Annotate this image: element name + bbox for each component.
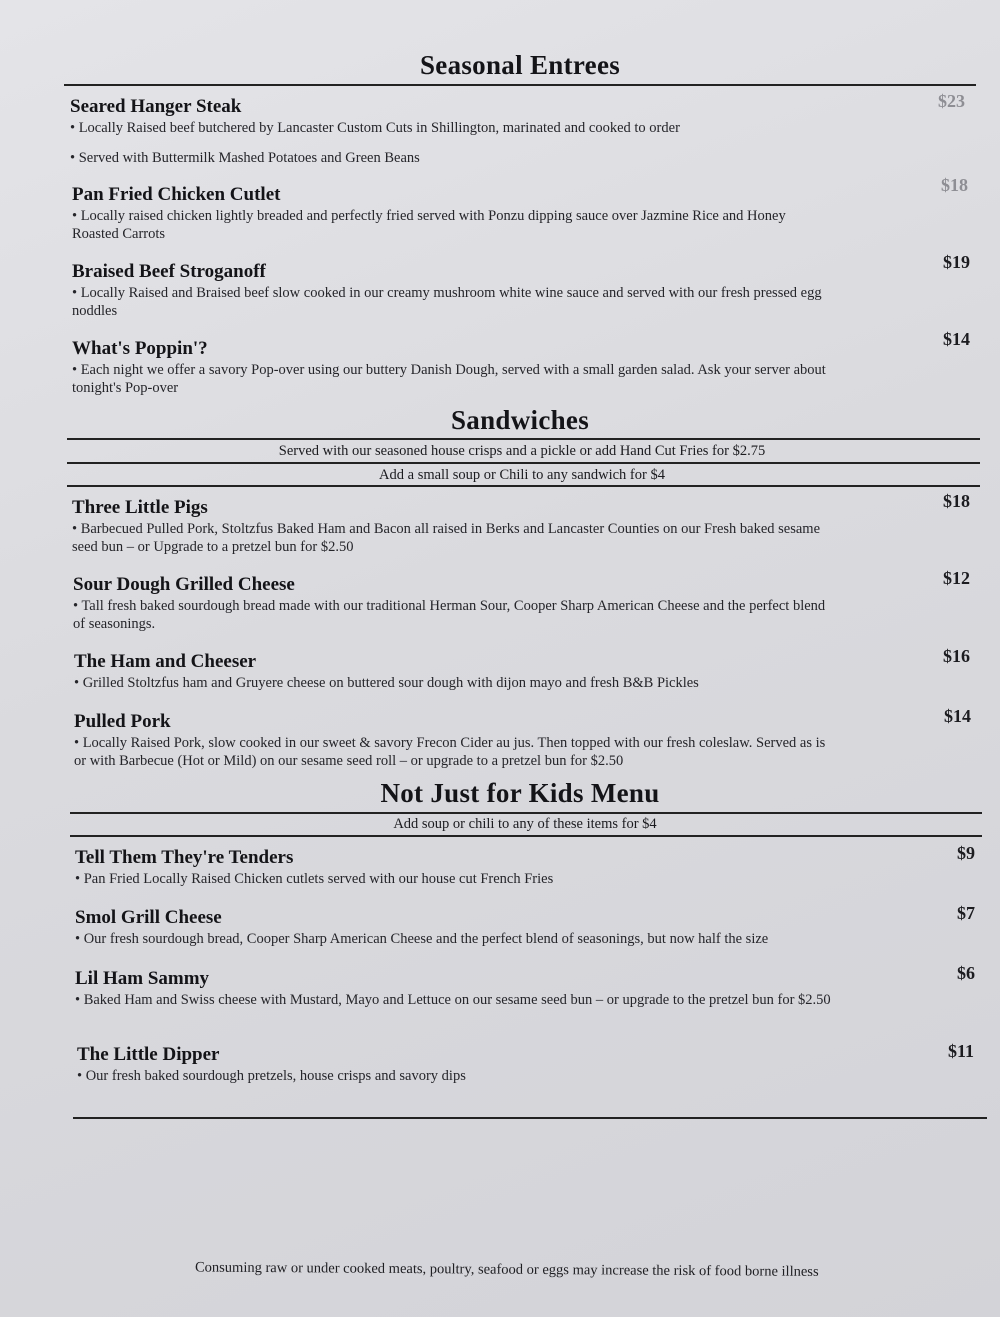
divider	[73, 1117, 987, 1119]
item-price: $14	[944, 706, 971, 726]
item-description: • Tall fresh baked sourdough bread made with our traditional Herman Sour, Cooper Sharp American Cheese and the perfect blend of seasonings.	[73, 598, 826, 632]
item-price: $6	[957, 963, 975, 983]
item-description: • Baked Ham and Swiss cheese with Mustard, Mayo and Lettuce on our sesame seed bun – or upgrade to the pretzel bun for $2.50	[75, 992, 831, 1008]
menu-item-tell-them-theyre-tenders	[75, 847, 835, 888]
food-safety-notice: Consuming raw or under cooked meats, poultry, seafood or eggs may increase the risk of food borne illness	[194, 1259, 819, 1280]
divider	[70, 835, 982, 837]
menu-item-sour-dough-grilled-cheese	[73, 574, 833, 633]
item-name: What's Poppin'?	[72, 338, 208, 359]
item-name: Seared Hanger Steak	[70, 96, 242, 117]
item-description: • Pan Fried Locally Raised Chicken cutlets served with our house cut French Fries	[75, 871, 554, 887]
item-description	[70, 119, 830, 167]
section-title-seasonal-entrees: Seasonal Entrees	[419, 50, 621, 80]
item-name: Three Little Pigs	[72, 497, 208, 518]
menu-item-pan-fried-chicken-cutlet	[72, 184, 832, 243]
item-description: • Each night we offer a savory Pop-over using our buttery Danish Dough, served with a small garden salad. Ask your server about tonight's Pop-over	[72, 362, 826, 396]
item-name: Tell Them They're Tenders	[75, 847, 294, 868]
item-description: • Our fresh sourdough bread, Cooper Sharp American Cheese and the perfect blend of seasonings, but now half the size	[75, 931, 769, 947]
item-name: Lil Ham Sammy	[75, 968, 210, 989]
divider	[67, 485, 980, 487]
item-price: $9	[957, 843, 975, 863]
item-name: The Little Dipper	[77, 1044, 220, 1065]
item-price: $16	[943, 646, 970, 666]
item-name: Pan Fried Chicken Cutlet	[72, 184, 281, 205]
section-title-sandwiches: Sandwiches	[450, 405, 590, 435]
menu-item-pulled-pork	[74, 711, 834, 770]
menu-item-the-ham-and-cheeser	[74, 651, 834, 692]
item-name: Pulled Pork	[74, 711, 171, 732]
divider	[67, 438, 980, 440]
divider	[70, 812, 982, 814]
item-price: $18	[943, 491, 970, 511]
menu-item-braised-beef-stroganoff	[72, 261, 832, 320]
menu-item-seared-hanger-steak	[70, 96, 830, 167]
item-description: • Our fresh baked sourdough pretzels, house crisps and savory dips	[77, 1068, 466, 1084]
menu-item-the-little-dipper	[77, 1044, 837, 1085]
item-name: Sour Dough Grilled Cheese	[73, 574, 295, 595]
item-price: $18	[941, 175, 968, 195]
sandwiches-soup-note: Add a small soup or Chili to any sandwich for $4	[379, 467, 665, 483]
item-description: • Locally raised chicken lightly breaded and perfectly fried served with Ponzu dipping sauce over Jazmine Rice and Honey Roasted Carrots	[72, 208, 786, 242]
divider	[64, 84, 976, 86]
item-description-line: • Locally Raised beef butchered by Lancaster Custom Cuts in Shillington, marinated and cooked to order	[70, 120, 680, 136]
item-price: $19	[943, 252, 970, 272]
item-description: • Locally Raised and Braised beef slow cooked in our creamy mushroom white wine sauce and served with our fresh pressed egg noddles	[72, 285, 822, 319]
item-price: $12	[943, 568, 970, 588]
item-name: Braised Beef Stroganoff	[72, 261, 266, 282]
item-description: • Locally Raised Pork, slow cooked in our sweet & savory Frecon Cider au jus. Then topped with our fresh coleslaw. Served as is or with Barbecue (Hot or Mild) on our sesame seed roll – or upgrade to a pretzel bun for $2.50	[74, 735, 826, 769]
menu-item-three-little-pigs	[72, 497, 832, 556]
item-price: $23	[938, 91, 965, 111]
item-price: $11	[948, 1041, 975, 1061]
divider	[67, 462, 980, 464]
sandwiches-sides-note: Served with our seasoned house crisps and a pickle or add Hand Cut Fries for $2.75	[278, 443, 766, 459]
item-description: • Grilled Stoltzfus ham and Gruyere cheese on buttered sour dough with dijon mayo and fresh B&B Pickles	[74, 675, 699, 691]
menu-item-lil-ham-sammy	[75, 968, 835, 1009]
section-title-kids-menu: Not Just for Kids Menu	[380, 778, 660, 808]
item-price: $14	[943, 329, 970, 349]
item-name: The Ham and Cheeser	[74, 651, 257, 672]
item-description-line: • Served with Buttermilk Mashed Potatoes and Green Beans	[70, 150, 420, 166]
item-price: $7	[957, 903, 975, 923]
item-name: Smol Grill Cheese	[75, 907, 222, 928]
kids-soup-note: Add soup or chili to any of these items for $4	[393, 816, 657, 832]
menu-item-smol-grill-cheese	[75, 907, 835, 948]
item-description: • Barbecued Pulled Pork, Stoltzfus Baked Ham and Bacon all raised in Berks and Lancaster Counties on our Fresh baked sesame seed bun – or Upgrade to a pretzel bun for $2.50	[72, 521, 821, 555]
menu-item-whats-poppin	[72, 338, 832, 397]
